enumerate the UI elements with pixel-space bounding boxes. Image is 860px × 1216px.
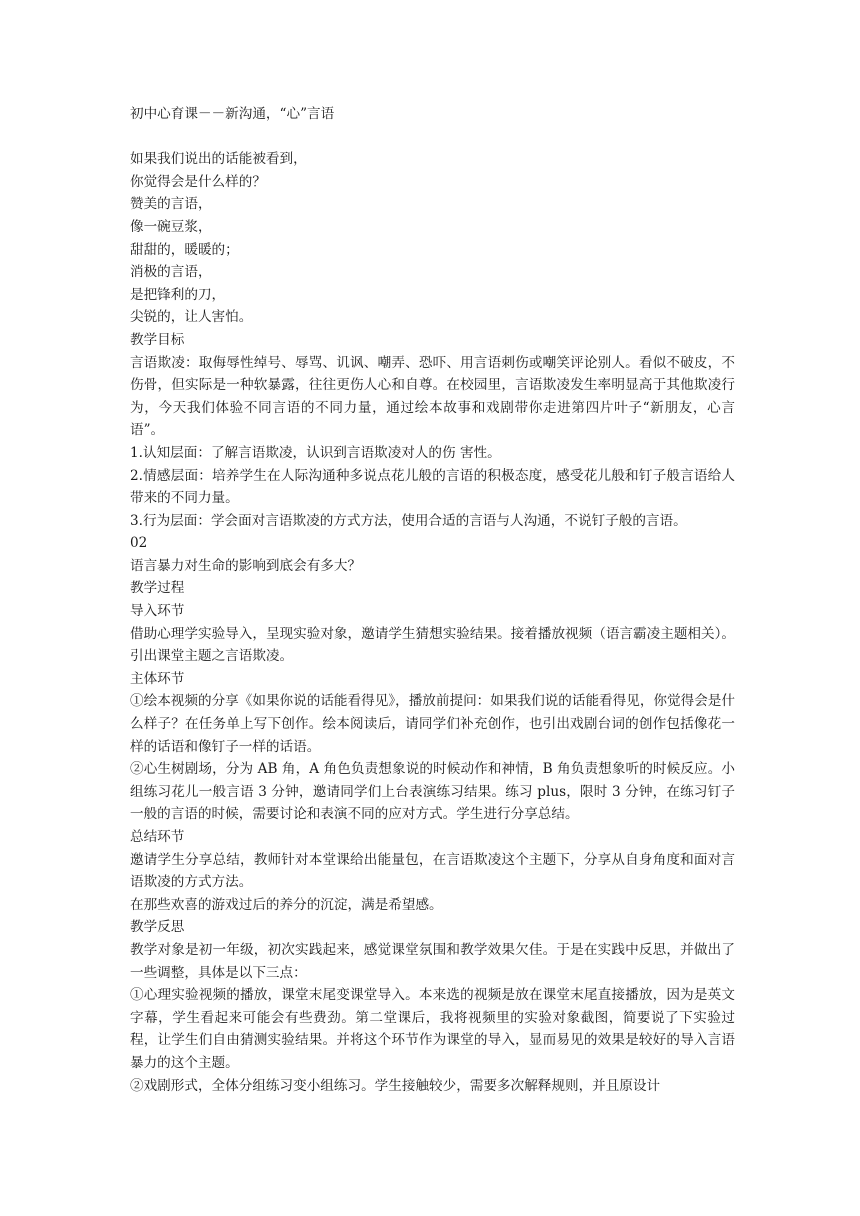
- paragraph: ①绘本视频的分享《如果你说的话能看得见》，播放前提问：如果我们说的话能看得见，你觉得会是什么样子？在任务单上写下创作。绘本阅读后，请同学们补充创作，也引出戏剧台词的创作包括像花一样的话语和像钉子一样的话语。: [130, 693, 735, 755]
- poem-line: 甜甜的，暖暖的；: [130, 241, 239, 258]
- paragraph: 言语欺凌：取侮辱性绰号、辱骂、讥讽、嘲弄、恐吓、用言语刺伤或嘲笑评论别人。看似不破皮，不伤骨，但实际是一种软暴露，往往更伤人心和自尊。在校园里，言语欺凌发生率明显高于其他欺凌行为，今天我们体验不同言语的不同力量，通过绘本故事和戏剧带你走进第四片叶子“新朋友，心言语”。: [130, 354, 735, 439]
- subheading-intro: 导入环节: [130, 603, 185, 620]
- section-heading-reflection: 教学反思: [130, 919, 185, 936]
- paragraph: 02: [130, 535, 148, 552]
- document-body: [130, 103, 735, 1097]
- paragraph: ②心生树剧场，分为 AB 角，A 角色负责想象说的时候动作和神情，B 角负责想象听的时候反应。小组练习花儿一般言语 3 分钟，邀请同学们上台表演练习结果。练习 plus，限时 3 分钟，在练习钉子一般的言语的时候，需要讨论和表演不同的应对方式。学生进行分享总结。: [130, 761, 735, 823]
- document-title: 初中心育课－－新沟通，“心”言语: [130, 106, 335, 122]
- poem-line: 像一碗豆浆，: [130, 218, 212, 235]
- poem-line: 尖锐的，让人害怕。: [130, 309, 253, 326]
- subheading-summary: 总结环节: [130, 829, 185, 845]
- goal-item: 1.认知层面：了解言语欺凌，认识到言语欺凌对人的伤 害性。: [130, 444, 501, 461]
- poem-line: 如果我们说出的话能被看到，: [130, 151, 307, 168]
- poem-line: 你觉得会是什么样的？: [130, 173, 266, 190]
- section-heading-process: 教学过程: [130, 580, 185, 597]
- goal-item: 3.行为层面：学会面对言语欺凌的方式方法，使用合适的言语与人沟通，不说钉子般的言语。: [130, 512, 687, 529]
- section-heading-goals: 教学目标: [130, 331, 185, 348]
- paragraph: 在那些欢喜的游戏过后的养分的沉淀，满是希望感。: [130, 896, 443, 913]
- paragraph: ①心理实验视频的播放，课堂末尾变课堂导入。本来选的视频是放在课堂末尾直接播放，因为是英文字幕，学生看起来可能会有些费劲。第二堂课后，我将视频里的实验对象截图，简要说了下实验过程，让学生们自由猜测实验结果。并将这个环节作为课堂的导入，显而易见的效果是较好的导入言语暴力的这个主题。: [130, 987, 735, 1071]
- paragraph: ②戏剧形式，全体分组练习变小组练习。学生接触较少，需要多次解释规则，并且原设计: [130, 1077, 661, 1094]
- poem-line: 是把锋利的刀，: [130, 286, 226, 303]
- paragraph: 借助心理学实验导入，呈现实验对象，邀请学生猜想实验结果。接着播放视频（语言霸凌主题相关）。引出课堂主题之言语欺凌。: [130, 625, 735, 665]
- poem-line: 消极的言语，: [130, 264, 212, 281]
- poem-line: 赞美的言语，: [130, 196, 212, 213]
- paragraph: 邀请学生分享总结，教师针对本堂课给出能量包，在言语欺凌这个主题下，分享从自身角度和面对言语欺凌的方式方法。: [130, 851, 735, 891]
- paragraph: 语言暴力对生命的影响到底会有多大？: [130, 557, 362, 574]
- paragraph: 教学对象是初一年级，初次实践起来，感觉课堂氛围和教学效果欠佳。于是在实践中反思，并做出了一些调整，具体是以下三点：: [130, 941, 735, 981]
- goal-item: 2.情感层面：培养学生在人际沟通种多说点花儿般的言语的积极态度，感受花儿般和钉子般言语给人带来的不同力量。: [130, 467, 735, 507]
- subheading-main: 主体环节: [130, 670, 185, 687]
